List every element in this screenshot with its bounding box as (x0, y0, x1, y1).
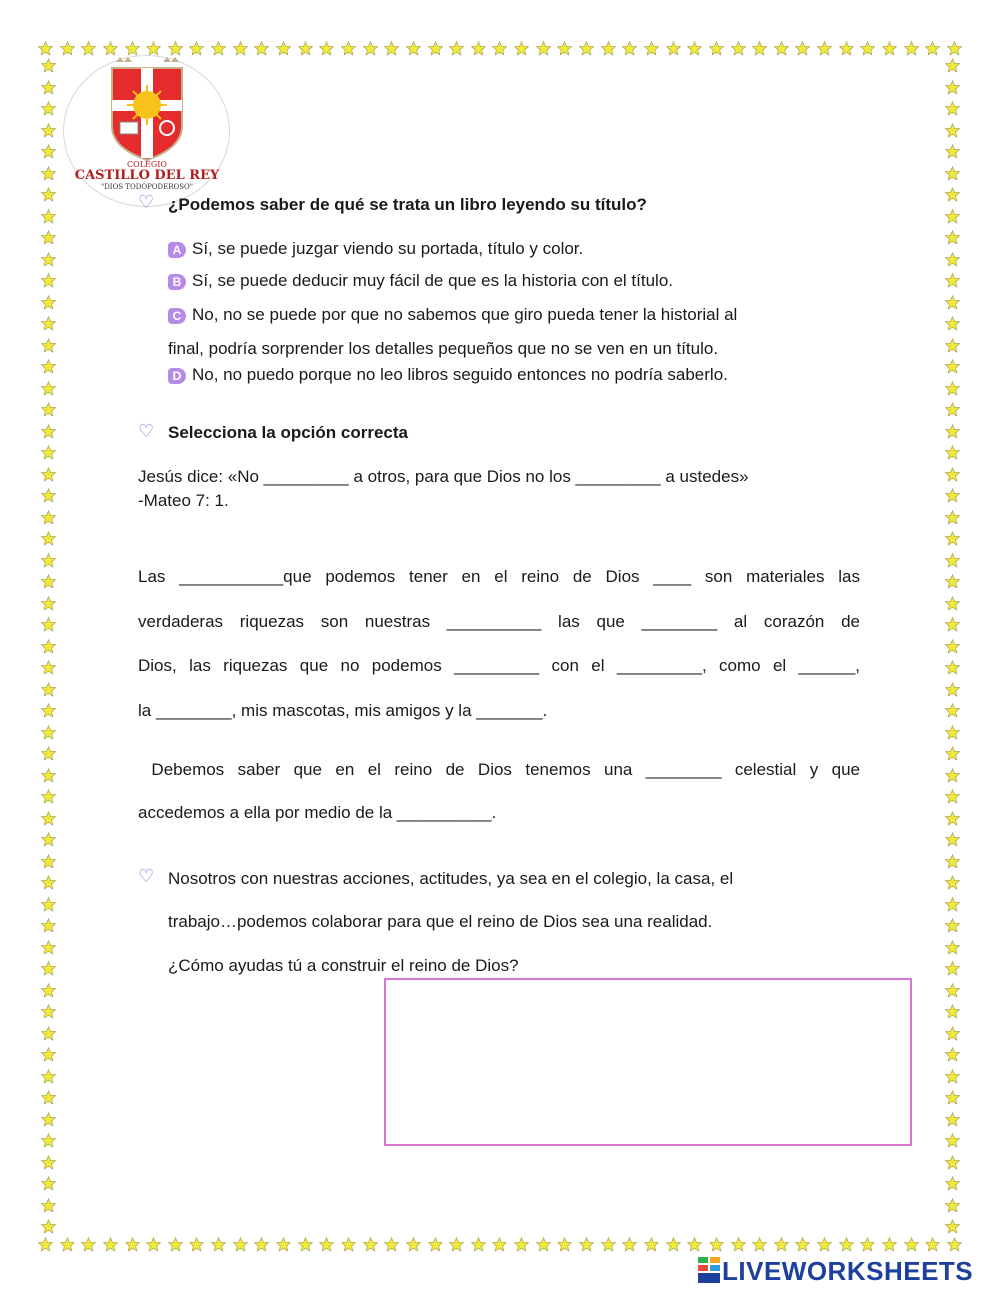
star-icon (41, 725, 56, 740)
star-icon (817, 1237, 832, 1252)
star-icon (298, 41, 313, 56)
star-icon (81, 1237, 96, 1252)
star-icon (103, 41, 118, 56)
star-icon (945, 768, 960, 783)
star-icon (384, 41, 399, 56)
star-icon (622, 41, 637, 56)
star-icon (945, 402, 960, 417)
star-icon (945, 316, 960, 331)
q3-question: ¿Cómo ayudas tú a construir el reino de Dios? (168, 956, 519, 975)
star-icon (945, 596, 960, 611)
star-icon (60, 41, 75, 56)
star-icon (254, 1237, 269, 1252)
star-icon (41, 1069, 56, 1084)
logo-line1: COLEGIO (127, 160, 167, 169)
star-icon (945, 854, 960, 869)
star-icon (774, 1237, 789, 1252)
star-icon (945, 832, 960, 847)
star-icon (428, 41, 443, 56)
school-crest-icon (64, 56, 229, 206)
star-icon (41, 961, 56, 976)
star-icon (233, 41, 248, 56)
star-border-bottom (38, 1234, 962, 1254)
star-icon (41, 1026, 56, 1041)
star-icon (536, 41, 551, 56)
star-icon (514, 1237, 529, 1252)
q2-title: Selecciona la opción correcta (168, 423, 408, 442)
star-icon (125, 1237, 140, 1252)
star-border-top (38, 38, 962, 58)
star-icon (319, 41, 334, 56)
star-icon (41, 123, 56, 138)
q1-option-c-continuation: final, podría sorprender los detalles pequeños que no se ven en un título. (168, 339, 719, 358)
star-icon (211, 1237, 226, 1252)
star-icon (945, 1026, 960, 1041)
star-icon (41, 596, 56, 611)
star-icon (945, 123, 960, 138)
star-icon (557, 41, 572, 56)
star-icon (41, 230, 56, 245)
star-icon (514, 41, 529, 56)
star-icon (41, 381, 56, 396)
star-icon (945, 424, 960, 439)
q1-option-a[interactable] (168, 239, 583, 259)
answer-textbox[interactable] (384, 978, 912, 1146)
star-icon (945, 252, 960, 267)
star-icon (945, 187, 960, 202)
star-icon (945, 209, 960, 224)
star-icon (945, 1069, 960, 1084)
star-icon (945, 338, 960, 353)
star-icon (709, 1237, 724, 1252)
star-icon (752, 1237, 767, 1252)
star-icon (945, 983, 960, 998)
star-icon (41, 316, 56, 331)
star-icon (945, 574, 960, 589)
star-icon (341, 1237, 356, 1252)
star-icon (41, 918, 56, 933)
star-icon (41, 703, 56, 718)
star-icon (41, 746, 56, 761)
star-icon (233, 1237, 248, 1252)
star-icon (945, 1090, 960, 1105)
star-icon (945, 1176, 960, 1191)
star-icon (945, 660, 960, 675)
star-icon (622, 1237, 637, 1252)
q3-line2: trabajo…podemos colaborar para que el reino de Dios sea una realidad. (168, 912, 713, 931)
star-icon (666, 1237, 681, 1252)
star-icon (406, 1237, 421, 1252)
q1-option-c-text: No, no se puede por que no sabemos que giro pueda tener la historial al (192, 305, 738, 324)
star-icon (41, 1155, 56, 1170)
star-icon (945, 80, 960, 95)
q2-paragraph-line[interactable]: la ________, mis mascotas, mis amigos y la _______. (138, 701, 548, 720)
q1-option-d-text: No, no puedo porque no leo libros seguido entonces no podría saberlo. (192, 365, 728, 384)
star-icon (925, 1237, 940, 1252)
star-icon (945, 639, 960, 654)
star-icon (945, 940, 960, 955)
star-icon (687, 1237, 702, 1252)
star-icon (319, 1237, 334, 1252)
liveworksheets-brand (698, 1256, 973, 1287)
star-icon (945, 1198, 960, 1213)
star-icon (860, 1237, 875, 1252)
star-icon (41, 338, 56, 353)
star-icon (945, 725, 960, 740)
star-icon (41, 789, 56, 804)
logo-line3: "DIOS TODOPODEROSO" (100, 183, 194, 191)
star-icon (882, 41, 897, 56)
star-icon (945, 553, 960, 568)
star-icon (41, 58, 56, 73)
q1-option-d[interactable] (168, 365, 728, 385)
school-logo (63, 55, 230, 207)
star-icon (41, 1133, 56, 1148)
q3-line1: Nosotros con nuestras acciones, actitudes, ya sea en el colegio, la casa, el (168, 869, 734, 888)
star-icon (41, 1176, 56, 1191)
star-icon (41, 1004, 56, 1019)
star-icon (41, 445, 56, 460)
star-icon (945, 230, 960, 245)
q1-option-b[interactable] (168, 271, 673, 291)
star-icon (945, 918, 960, 933)
heart-outline-icon: ♡ (138, 192, 155, 212)
q2-paragraph-line[interactable]: Las ___________que podemos tener en el reino de Dios ____ son materiales las (138, 567, 860, 586)
star-icon (41, 187, 56, 202)
star-icon (41, 574, 56, 589)
star-icon (945, 58, 960, 73)
option-a-icon: A (168, 242, 186, 258)
star-icon (449, 1237, 464, 1252)
star-icon (601, 41, 616, 56)
star-icon (41, 166, 56, 181)
star-icon (41, 467, 56, 482)
star-icon (41, 897, 56, 912)
star-icon (945, 531, 960, 546)
star-icon (945, 1133, 960, 1148)
star-icon (945, 144, 960, 159)
star-icon (189, 41, 204, 56)
star-icon (945, 682, 960, 697)
star-icon (817, 41, 832, 56)
star-icon (41, 639, 56, 654)
star-icon (146, 1237, 161, 1252)
star-icon (945, 510, 960, 525)
star-icon (41, 617, 56, 632)
star-icon (579, 41, 594, 56)
star-icon (904, 1237, 919, 1252)
star-icon (41, 682, 56, 697)
star-icon (298, 1237, 313, 1252)
star-icon (41, 402, 56, 417)
option-c-icon: C (168, 308, 186, 324)
star-icon (41, 1047, 56, 1062)
star-icon (492, 41, 507, 56)
star-icon (41, 553, 56, 568)
star-icon (945, 875, 960, 890)
logo-line2: CASTILLO DEL REY (74, 168, 220, 183)
star-icon (189, 1237, 204, 1252)
star-icon (945, 1047, 960, 1062)
star-icon (945, 789, 960, 804)
star-icon (795, 1237, 810, 1252)
option-d-icon: D (168, 368, 186, 384)
star-icon (254, 41, 269, 56)
star-icon (945, 381, 960, 396)
star-icon (41, 101, 56, 116)
q2-paragraph2-line[interactable]: Debemos saber que en el reino de Dios tenemos una ________ celestial y que (138, 760, 860, 779)
star-icon (536, 1237, 551, 1252)
star-icon (945, 445, 960, 460)
star-icon (774, 41, 789, 56)
star-icon (471, 41, 486, 56)
heart-outline-icon: ♡ (138, 421, 155, 441)
q2-paragraph-line[interactable]: verdaderas riquezas son nuestras __________ las que ________ al corazón de (138, 612, 860, 631)
star-icon (945, 273, 960, 288)
star-icon (731, 41, 746, 56)
star-icon (211, 41, 226, 56)
star-icon (41, 531, 56, 546)
star-icon (384, 1237, 399, 1252)
star-icon (41, 359, 56, 374)
star-icon (731, 1237, 746, 1252)
star-icon (41, 875, 56, 890)
star-icon (38, 41, 53, 56)
star-icon (41, 144, 56, 159)
star-icon (449, 41, 464, 56)
star-icon (41, 832, 56, 847)
q1-option-a-text: Sí, se puede juzgar viendo su portada, título y color. (192, 239, 584, 258)
star-icon (276, 41, 291, 56)
star-icon (41, 1112, 56, 1127)
star-border-left (38, 58, 58, 1234)
star-icon (41, 80, 56, 95)
star-icon (644, 1237, 659, 1252)
star-icon (41, 983, 56, 998)
star-icon (41, 660, 56, 675)
star-icon (945, 746, 960, 761)
star-border-right (942, 58, 962, 1234)
star-icon (945, 1004, 960, 1019)
heart-outline-icon: ♡ (138, 866, 155, 886)
star-icon (925, 41, 940, 56)
star-icon (41, 940, 56, 955)
star-icon (41, 295, 56, 310)
star-icon (752, 41, 767, 56)
star-icon (38, 1237, 53, 1252)
star-icon (839, 1237, 854, 1252)
brand-text: LIVEWORKSHEETS (722, 1256, 974, 1286)
star-icon (103, 1237, 118, 1252)
star-icon (168, 41, 183, 56)
star-icon (666, 41, 681, 56)
star-icon (601, 1237, 616, 1252)
star-icon (945, 897, 960, 912)
star-icon (945, 359, 960, 374)
star-icon (882, 1237, 897, 1252)
star-icon (945, 1219, 960, 1234)
star-icon (945, 1112, 960, 1127)
star-icon (41, 768, 56, 783)
star-icon (947, 1237, 962, 1252)
star-icon (945, 488, 960, 503)
option-b-icon: B (168, 274, 186, 290)
star-icon (945, 703, 960, 718)
star-icon (406, 41, 421, 56)
star-icon (471, 1237, 486, 1252)
star-icon (41, 811, 56, 826)
q1-option-b-text: Sí, se puede deducir muy fácil de que es la historia con el título. (192, 271, 673, 290)
star-icon (945, 166, 960, 181)
q2-paragraph-line[interactable]: Dios, las riquezas que no podemos _________ con el _________, como el ______, (138, 656, 860, 675)
star-icon (557, 1237, 572, 1252)
star-icon (945, 811, 960, 826)
star-icon (41, 273, 56, 288)
star-icon (363, 41, 378, 56)
star-icon (945, 1155, 960, 1170)
q1-question: ¿Podemos saber de qué se trata un libro leyendo su título? (168, 195, 647, 214)
star-icon (839, 41, 854, 56)
star-icon (41, 1198, 56, 1213)
star-icon (276, 1237, 291, 1252)
star-icon (644, 41, 659, 56)
star-icon (795, 41, 810, 56)
star-icon (81, 41, 96, 56)
q2-paragraph2-line[interactable]: accedemos a ella por medio de la __________. (138, 803, 497, 822)
star-icon (41, 424, 56, 439)
star-icon (41, 854, 56, 869)
q2-verse-reference: -Mateo 7: 1. (138, 491, 229, 510)
star-icon (579, 1237, 594, 1252)
star-icon (687, 41, 702, 56)
star-icon (945, 101, 960, 116)
star-icon (41, 1090, 56, 1105)
star-icon (945, 961, 960, 976)
star-icon (125, 41, 140, 56)
star-icon (41, 510, 56, 525)
star-icon (945, 295, 960, 310)
star-icon (341, 41, 356, 56)
star-icon (168, 1237, 183, 1252)
liveworksheets-logo-icon (698, 1257, 720, 1283)
q2-verse[interactable]: Jesús dice: «No _________ a otros, para que Dios no los _________ a ustedes» (138, 467, 749, 486)
star-icon (945, 467, 960, 482)
star-icon (41, 252, 56, 267)
star-icon (904, 41, 919, 56)
star-icon (41, 209, 56, 224)
star-icon (41, 488, 56, 503)
star-icon (860, 41, 875, 56)
star-icon (428, 1237, 443, 1252)
star-icon (709, 41, 724, 56)
q1-option-c[interactable] (168, 305, 737, 325)
star-icon (492, 1237, 507, 1252)
star-icon (945, 617, 960, 632)
star-icon (947, 41, 962, 56)
star-icon (41, 1219, 56, 1234)
star-icon (146, 41, 161, 56)
star-icon (363, 1237, 378, 1252)
star-icon (60, 1237, 75, 1252)
